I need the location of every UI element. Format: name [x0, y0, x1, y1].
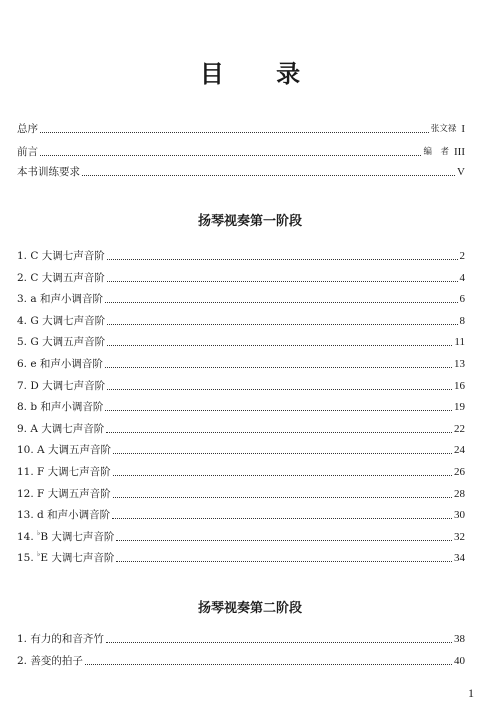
toc-entry-label [17, 314, 105, 328]
toc-entry[interactable] [17, 506, 465, 522]
toc-entry[interactable] [17, 549, 465, 565]
toc-entry-title: d 和声小调音阶 [37, 509, 111, 522]
toc-entry-title: G 大调七声音阶 [30, 314, 106, 327]
dot-leader [85, 664, 452, 665]
dot-leader [106, 642, 452, 643]
toc-entry-page: 38 [454, 633, 465, 645]
toc-entry-number: 12. [17, 487, 34, 500]
toc-entry-number: 9. [17, 422, 28, 435]
toc-entry-label [17, 487, 111, 501]
toc-entry-title: D 大调七声音阶 [30, 379, 106, 392]
dot-leader [116, 540, 452, 541]
toc-entry-label [17, 422, 104, 436]
toc-entry-label [17, 551, 114, 565]
toc-entry-title: b 和声小调音阶 [30, 401, 104, 414]
toc-entry[interactable] [17, 333, 465, 349]
toc-entry-author: 张文禄 [430, 124, 457, 134]
toc-entry-label [17, 292, 103, 306]
toc-entry-page: 16 [454, 379, 465, 392]
section-heading-stage-1: 扬琴视奏第一阶段 [197, 214, 302, 229]
toc-entry-page: 2 [459, 250, 465, 262]
toc-entry[interactable] [17, 420, 465, 436]
toc-entry-label [17, 271, 105, 285]
toc-entry-title: B 大调七声音阶 [40, 530, 115, 543]
toc-entry[interactable] [17, 485, 465, 501]
toc-entry-foreword[interactable] [17, 143, 465, 159]
toc-entry-label [17, 400, 103, 414]
toc-entry-page: 26 [454, 466, 465, 478]
toc-entry-page: 40 [454, 655, 465, 667]
toc-entry[interactable] [17, 652, 465, 668]
dot-leader [105, 302, 458, 303]
toc-entry-general-preface[interactable] [17, 120, 465, 136]
toc-entry-page: I [461, 123, 465, 135]
toc-entry-title: e 和声小调音阶 [30, 358, 103, 370]
toc-entry-title: C 大调五声音阶 [30, 271, 105, 284]
toc-entry-number: 1. [17, 633, 28, 645]
dot-leader [112, 518, 452, 519]
toc-entry-page: 24 [454, 444, 465, 457]
dot-leader [40, 132, 429, 133]
toc-entry-number: 5. [17, 336, 28, 349]
toc-entry-number: 6. [17, 358, 28, 370]
toc-entry-page: 8 [459, 314, 465, 327]
dot-leader [40, 155, 421, 156]
toc-entry-title: C 大调七声音阶 [30, 250, 105, 262]
toc-entry-label [17, 379, 105, 393]
toc-entry[interactable] [17, 355, 465, 371]
toc-entry-label [17, 249, 105, 263]
toc-entry-label [17, 632, 104, 646]
toc-entry-page: V [457, 166, 465, 178]
toc-entry-title: A 大调七声音阶 [30, 422, 105, 435]
dot-leader [106, 432, 452, 433]
toc-entry-title: G 大调五声音阶 [30, 336, 106, 349]
toc-entry-title: F 大调七声音阶 [37, 466, 111, 478]
toc-entry-number: 4. [17, 314, 28, 327]
toc-entry[interactable] [17, 441, 465, 457]
toc-entry-number: 2. [17, 271, 28, 284]
toc-entry-title: 善变的拍子 [30, 655, 83, 667]
dot-leader [107, 345, 452, 346]
toc-entry-page: 30 [454, 509, 465, 522]
toc-entry-number: 1. [17, 250, 28, 262]
toc-entry-page: 4 [459, 271, 465, 284]
toc-entry[interactable] [17, 630, 465, 646]
toc-entry-page: 13 [454, 358, 465, 370]
toc-entry[interactable] [17, 290, 465, 306]
dot-leader [105, 367, 452, 368]
toc-entry[interactable] [17, 398, 465, 414]
page-number: 1 [468, 686, 474, 700]
toc-entry-page: 22 [454, 422, 465, 435]
page-title: 目 录 [199, 60, 323, 88]
toc-entry-page: 6 [459, 293, 465, 306]
toc-entry-page: 28 [454, 487, 465, 500]
toc-entry-number: 7. [17, 379, 28, 392]
toc-entry-page: 34 [454, 552, 465, 565]
toc-entry[interactable] [17, 528, 465, 544]
dot-leader [105, 410, 452, 411]
toc-entry-page: III [454, 146, 465, 158]
dot-leader [107, 259, 458, 260]
toc-entry-label: 本书训练要求 [17, 166, 80, 178]
toc-entry-title: E 大调七声音阶 [40, 552, 115, 565]
toc-entry-title: a 和声小调音阶 [30, 293, 103, 306]
toc-entry-title: 有力的和音齐竹 [30, 633, 104, 645]
toc-entry-label: 总序 [17, 123, 38, 135]
toc-entry-label [17, 508, 110, 522]
toc-entry-label [17, 654, 83, 668]
toc-entry-number: 13. [17, 509, 34, 522]
toc-entry-number: 14. [17, 530, 34, 543]
toc-entry-label [17, 443, 111, 457]
dot-leader [107, 389, 452, 390]
flat-sign: ♭ [37, 528, 41, 537]
toc-entry-title: F 大调五声音阶 [37, 487, 111, 500]
toc-entry[interactable] [17, 377, 465, 393]
toc-entry-number: 10. [17, 444, 34, 457]
toc-entry-label [17, 335, 105, 349]
toc-entry[interactable] [17, 463, 465, 479]
toc-entry-number: 15. [17, 552, 34, 565]
dot-leader [107, 324, 457, 325]
toc-entry-training-requirements[interactable] [17, 163, 465, 179]
toc-entry[interactable] [17, 269, 465, 285]
toc-entry-author: 编 者 [423, 147, 449, 157]
toc-entry[interactable] [17, 312, 465, 328]
toc-entry-label [17, 465, 111, 479]
section-heading-stage-2: 扬琴视奏第二阶段 [197, 601, 302, 616]
toc-entry-label [17, 530, 114, 544]
dot-leader [113, 497, 452, 498]
dot-leader [82, 175, 455, 176]
toc-entry-number: 11. [17, 466, 34, 478]
toc-entry-page: 32 [454, 530, 465, 543]
toc-entry-page: 19 [454, 401, 465, 414]
toc-entry-number: 3. [17, 293, 28, 306]
dot-leader [113, 453, 452, 454]
toc-entry[interactable] [17, 247, 465, 263]
toc-entry-label: 前言 [17, 146, 38, 158]
toc-entry-number: 8. [17, 401, 28, 414]
dot-leader [107, 281, 458, 282]
toc-entry-page: 11 [454, 336, 465, 349]
flat-sign: ♭ [37, 550, 41, 559]
toc-entry-number: 2. [17, 655, 28, 667]
dot-leader [116, 561, 452, 562]
toc-entry-label [17, 357, 103, 371]
toc-entry-title: A 大调五声音阶 [37, 444, 111, 457]
dot-leader [113, 475, 452, 476]
